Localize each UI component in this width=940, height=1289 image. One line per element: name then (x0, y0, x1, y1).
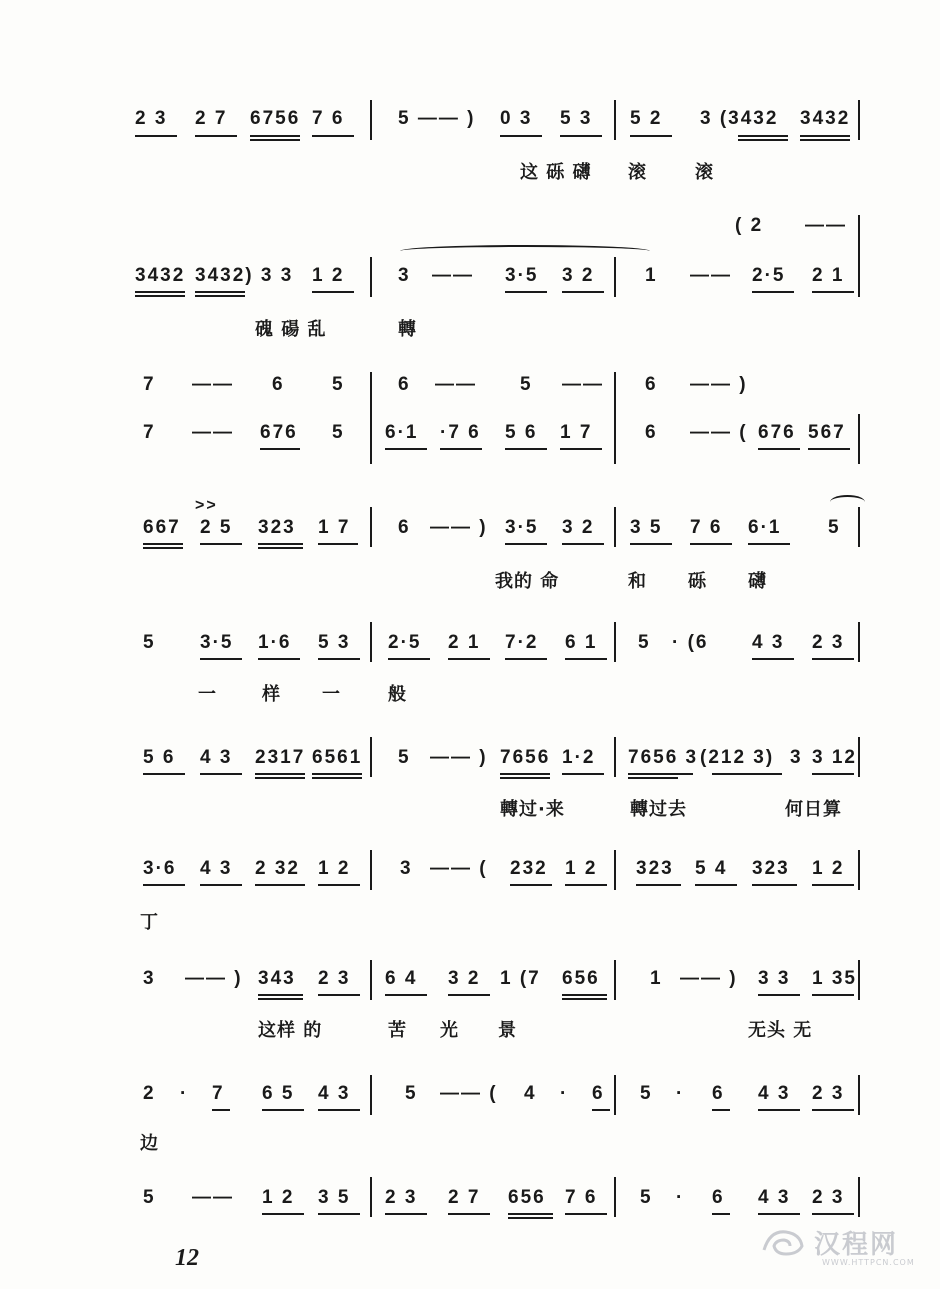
underline (250, 135, 300, 137)
note-group: 2 3 (812, 632, 845, 653)
underline (255, 773, 305, 775)
note-group: 6·1 (385, 422, 419, 443)
staff-1 (0, 100, 940, 200)
underline (255, 884, 305, 886)
note-group: 4 3 (758, 1083, 791, 1104)
note-group: 4 3 (318, 1083, 351, 1104)
underline (258, 994, 303, 996)
barline (858, 414, 860, 464)
note-group: 676 (260, 422, 298, 443)
barline (614, 507, 616, 547)
barline (858, 622, 860, 662)
note-group: —— ) (430, 517, 488, 538)
lyric: 和 (628, 571, 647, 592)
underline (562, 773, 604, 775)
note-group: 1·2 (562, 747, 596, 768)
underline (812, 773, 854, 775)
underline (690, 543, 732, 545)
lyric: 这 砾 礴 (520, 162, 592, 183)
note-group: 323 (258, 517, 296, 538)
barline (614, 850, 616, 890)
barline (614, 372, 616, 464)
note-group: 0 3 (500, 108, 533, 129)
barline (370, 372, 372, 464)
note-group: 7656 3 (628, 747, 699, 768)
lyric: 磈 碭 乱 (255, 319, 327, 340)
note-group: —— (192, 1187, 234, 1208)
lyric: 轉过·来 (500, 799, 565, 820)
note-group: 6·1 (748, 517, 782, 538)
note-group: 4 3 (758, 1187, 791, 1208)
note-group: 1 35 (812, 968, 857, 989)
note-group: —— (805, 215, 847, 236)
underline (562, 543, 604, 545)
note-group: 2·5 (388, 632, 422, 653)
underline (318, 658, 360, 660)
note-group: 3 (143, 968, 156, 989)
note-group: 3 (790, 747, 803, 768)
note-group: 6 4 (385, 968, 418, 989)
note-group: —— (192, 374, 234, 395)
note-group: 5 4 (695, 858, 728, 879)
note-group: 3·5 (505, 265, 539, 286)
staff-7 (0, 850, 940, 950)
underline (258, 547, 303, 549)
underline (385, 1213, 427, 1215)
note-group: 7 6 (690, 517, 723, 538)
underline (195, 295, 245, 297)
lyric: 一 (198, 684, 217, 705)
note-group: 2317 (255, 747, 306, 768)
note-group: 6 (398, 517, 411, 538)
note-group: 5 (332, 422, 345, 443)
note-group: 3 5 (318, 1187, 351, 1208)
note-group: 1 2 (262, 1187, 295, 1208)
note-group: 2 32 (255, 858, 300, 879)
underline (318, 1109, 360, 1111)
note-group: 5 (332, 374, 345, 395)
note-group: 7 (143, 422, 156, 443)
barline (370, 1075, 372, 1115)
underline (562, 291, 604, 293)
underline (812, 291, 854, 293)
underline (508, 1213, 553, 1215)
lyric: 这样 的 (258, 1020, 323, 1041)
note-group: 2 5 (200, 517, 233, 538)
note-group: 4 3 (200, 747, 233, 768)
underline (135, 135, 177, 137)
note-group: —— ( (430, 858, 488, 879)
lyric: 般 (388, 684, 407, 705)
barline (858, 215, 860, 297)
underline (565, 658, 607, 660)
note-group: 2 3 (812, 1083, 845, 1104)
underline (385, 994, 427, 996)
note-group: 5 (640, 1187, 653, 1208)
note-group: 6 (272, 374, 285, 395)
underline (200, 773, 242, 775)
lyric: 光 (440, 1020, 459, 1041)
underline (200, 884, 242, 886)
underline (565, 1213, 607, 1215)
underline (312, 291, 354, 293)
barline (858, 850, 860, 890)
note-group: 5 —— ) (398, 108, 476, 129)
note-group: 3·5 (505, 517, 539, 538)
underline (758, 448, 800, 450)
underline (628, 777, 678, 779)
underline (562, 998, 607, 1000)
note-group: 7 6 (565, 1187, 598, 1208)
note-group: 567 (808, 422, 846, 443)
note-group: 1·6 (258, 632, 292, 653)
note-group: —— ( (690, 422, 748, 443)
note-group: · (676, 1083, 685, 1104)
lyric: 一 (322, 684, 341, 705)
note-group: 3432 (135, 265, 186, 286)
note-group: 5 2 (630, 108, 663, 129)
note-group: 656 (562, 968, 600, 989)
underline (500, 773, 550, 775)
underline (195, 135, 237, 137)
note-group: —— (435, 374, 477, 395)
note-group: 4 3 (200, 858, 233, 879)
note-group: 3 3 (758, 968, 791, 989)
barline (370, 257, 372, 297)
underline (500, 777, 550, 779)
note-group: 3 12 (812, 747, 857, 768)
lyric: 景 (498, 1020, 517, 1041)
underline (318, 994, 360, 996)
barline (614, 737, 616, 777)
underline (258, 543, 303, 545)
barline (370, 622, 372, 662)
note-group: —— ) (430, 747, 488, 768)
note-group: 6 (592, 1083, 605, 1104)
staff-8 (0, 960, 940, 1060)
underline (255, 777, 305, 779)
note-group: 6561 (312, 747, 363, 768)
underline (812, 1213, 854, 1215)
barline (858, 737, 860, 777)
note-group: 2 (143, 1083, 156, 1104)
underline (448, 994, 490, 996)
note-group: 343 (258, 968, 296, 989)
note-group: 5 (520, 374, 533, 395)
barline (858, 1177, 860, 1217)
note-group: 2·5 (752, 265, 786, 286)
note-group: 6 1 (565, 632, 598, 653)
lyric: 轉 (398, 319, 417, 340)
note-group: 3432) 3 3 (195, 265, 294, 286)
underline (135, 295, 185, 297)
underline (812, 1109, 854, 1111)
underline (738, 135, 788, 137)
note-group: 2 3 (812, 1187, 845, 1208)
underline (195, 291, 245, 293)
barline (370, 507, 372, 547)
underline (135, 291, 185, 293)
note-group: —— (562, 374, 604, 395)
barline (370, 100, 372, 140)
underline (448, 658, 490, 660)
note-group: 6 (645, 374, 658, 395)
underline (143, 543, 183, 545)
note-group: —— ( (440, 1083, 498, 1104)
underline (505, 658, 547, 660)
underline (712, 773, 782, 775)
barline (370, 960, 372, 1000)
underline (262, 1109, 304, 1111)
note-group: —— ) (690, 374, 748, 395)
barline (614, 100, 616, 140)
underline (712, 1213, 730, 1215)
note-group: 5 (828, 517, 841, 538)
barline (614, 960, 616, 1000)
note-group: 2 7 (195, 108, 228, 129)
underline (808, 448, 850, 450)
lyric: 礴 (748, 571, 767, 592)
note-group: 7656 (500, 747, 551, 768)
underline (388, 658, 430, 660)
underline (440, 448, 482, 450)
note-group: 1 2 (312, 265, 345, 286)
note-group: 1 (7 (500, 968, 541, 989)
note-group: 6 (645, 422, 658, 443)
barline (370, 1177, 372, 1217)
underline (318, 1213, 360, 1215)
note-group: 5 3 (560, 108, 593, 129)
underline (752, 291, 794, 293)
barline (614, 622, 616, 662)
underline (448, 1213, 490, 1215)
note-group: 7 (212, 1083, 225, 1104)
note-group: 5 6 (505, 422, 538, 443)
note-group: 5 6 (143, 747, 176, 768)
note-group: 2 1 (812, 265, 845, 286)
note-group: 2 7 (448, 1187, 481, 1208)
underline (143, 884, 185, 886)
note-group: ·7 6 (440, 422, 481, 443)
lyric: 无头 无 (748, 1020, 813, 1041)
note-group: 1 7 (318, 517, 351, 538)
note-group: —— ) (185, 968, 243, 989)
lyric: 边 (140, 1133, 159, 1154)
note-group: 5 (143, 632, 156, 653)
underline (812, 994, 854, 996)
note-group: 323 (752, 858, 790, 879)
note-group: · (560, 1083, 569, 1104)
barline (614, 257, 616, 297)
underline (312, 777, 362, 779)
barline (614, 1177, 616, 1217)
underline (318, 884, 360, 886)
watermark (760, 1222, 930, 1272)
underline (212, 1109, 230, 1111)
note-group: 3 (398, 265, 411, 286)
note-group: 5 3 (318, 632, 351, 653)
staff-6 (0, 735, 940, 835)
note-group: 1 7 (560, 422, 593, 443)
underline (560, 448, 602, 450)
underline (628, 773, 693, 775)
staff-5 (0, 620, 940, 720)
barline (858, 507, 860, 547)
underline (508, 1217, 553, 1219)
lyric: 丁 (140, 912, 159, 933)
watermark-text: 汉程网 (814, 1230, 899, 1260)
note-group: 6 (398, 374, 411, 395)
note-group: ( 2 (735, 215, 764, 236)
barline (858, 960, 860, 1000)
page-number: 12 (175, 1245, 199, 1271)
barline (858, 1075, 860, 1115)
note-group: 656 (508, 1187, 546, 1208)
underline (560, 135, 602, 137)
note-group: 1 2 (565, 858, 598, 879)
underline (143, 773, 185, 775)
underline (712, 1109, 730, 1111)
underline (812, 658, 854, 660)
note-group: 5 (143, 1187, 156, 1208)
underline (695, 884, 737, 886)
barline (370, 850, 372, 890)
note-group: · (180, 1083, 189, 1104)
staff-3 (0, 372, 940, 472)
underline (200, 543, 242, 545)
note-group: 2 3 (318, 968, 351, 989)
note-group: 3 (3432 (700, 108, 779, 129)
note-group: 6756 (250, 108, 301, 129)
underline (630, 135, 672, 137)
note-group: 1 2 (318, 858, 351, 879)
staff-9 (0, 1075, 940, 1175)
underline (385, 448, 427, 450)
note-group: 5 (640, 1083, 653, 1104)
note-group: 667 (143, 517, 181, 538)
underline (592, 1109, 610, 1111)
note-group: 5 (405, 1083, 418, 1104)
underline (258, 998, 303, 1000)
note-group: 7 (143, 374, 156, 395)
lyric: 滚 (695, 162, 714, 183)
note-group: (212 3) (700, 747, 775, 768)
lyric: 滚 (628, 162, 647, 183)
underline (510, 884, 552, 886)
underline (758, 994, 800, 996)
underline (143, 547, 183, 549)
note-group: 6 (712, 1187, 725, 1208)
note-group: 5 (638, 632, 651, 653)
note-group: —— (432, 265, 474, 286)
underline (800, 135, 850, 137)
note-group: —— (690, 265, 732, 286)
underline (748, 543, 790, 545)
lyric: 我的 命 (495, 571, 560, 592)
note-group: 6 (712, 1083, 725, 1104)
note-group: 323 (636, 858, 674, 879)
barline (614, 1075, 616, 1115)
underline (262, 1213, 304, 1215)
note-group: —— (192, 422, 234, 443)
note-group: 3·5 (200, 632, 234, 653)
underline (562, 994, 607, 996)
underline (812, 884, 854, 886)
note-group: 6 5 (262, 1083, 295, 1104)
note-group: · (6 (672, 632, 709, 653)
underline (500, 135, 542, 137)
note-group: · (676, 1187, 685, 1208)
underline (505, 543, 547, 545)
note-group: 3 (400, 858, 413, 879)
barline (370, 737, 372, 777)
note-group: 5 (398, 747, 411, 768)
note-group: 3432 (800, 108, 851, 129)
accent-marks: >> (195, 497, 218, 514)
watermark-logo-icon (760, 1224, 808, 1260)
note-group: 1 2 (812, 858, 845, 879)
note-group: 3 2 (562, 517, 595, 538)
barline (858, 100, 860, 140)
underline (752, 658, 794, 660)
note-group: 3 5 (630, 517, 663, 538)
lyric: 砾 (688, 571, 707, 592)
note-group: 2 1 (448, 632, 481, 653)
staff-4 (0, 495, 940, 595)
underline (800, 139, 850, 141)
lyric: 轉过去 (630, 799, 687, 820)
underline (630, 543, 672, 545)
underline (312, 135, 354, 137)
note-group: 1 (645, 265, 658, 286)
underline (312, 773, 362, 775)
underline (505, 448, 547, 450)
underline (505, 291, 547, 293)
underline (250, 139, 300, 141)
watermark-url: WWW.HTTPCN.COM (822, 1258, 915, 1267)
underline (200, 658, 242, 660)
note-group: 4 3 (752, 632, 785, 653)
lyric: 何日算 (785, 799, 842, 820)
underline (758, 1109, 800, 1111)
note-group: 4 (524, 1083, 537, 1104)
lyric: 样 (262, 684, 281, 705)
note-group: 2 3 (135, 108, 168, 129)
underline (565, 884, 607, 886)
note-group: 7 6 (312, 108, 345, 129)
note-group: 3 2 (448, 968, 481, 989)
underline (758, 1213, 800, 1215)
underline (260, 448, 300, 450)
note-group: —— ) (680, 968, 738, 989)
note-group: 3·6 (143, 858, 177, 879)
note-group: 3 2 (562, 265, 595, 286)
note-group: 232 (510, 858, 548, 879)
note-group: 676 (758, 422, 796, 443)
underline (318, 543, 358, 545)
underline (636, 884, 681, 886)
lyric: 苦 (388, 1020, 407, 1041)
note-group: 1 (650, 968, 663, 989)
tie-arc (400, 245, 650, 257)
underline (258, 658, 300, 660)
staff-2 (0, 215, 940, 340)
underline (738, 139, 788, 141)
underline (752, 884, 797, 886)
note-group: 2 3 (385, 1187, 418, 1208)
note-group: 7·2 (505, 632, 539, 653)
